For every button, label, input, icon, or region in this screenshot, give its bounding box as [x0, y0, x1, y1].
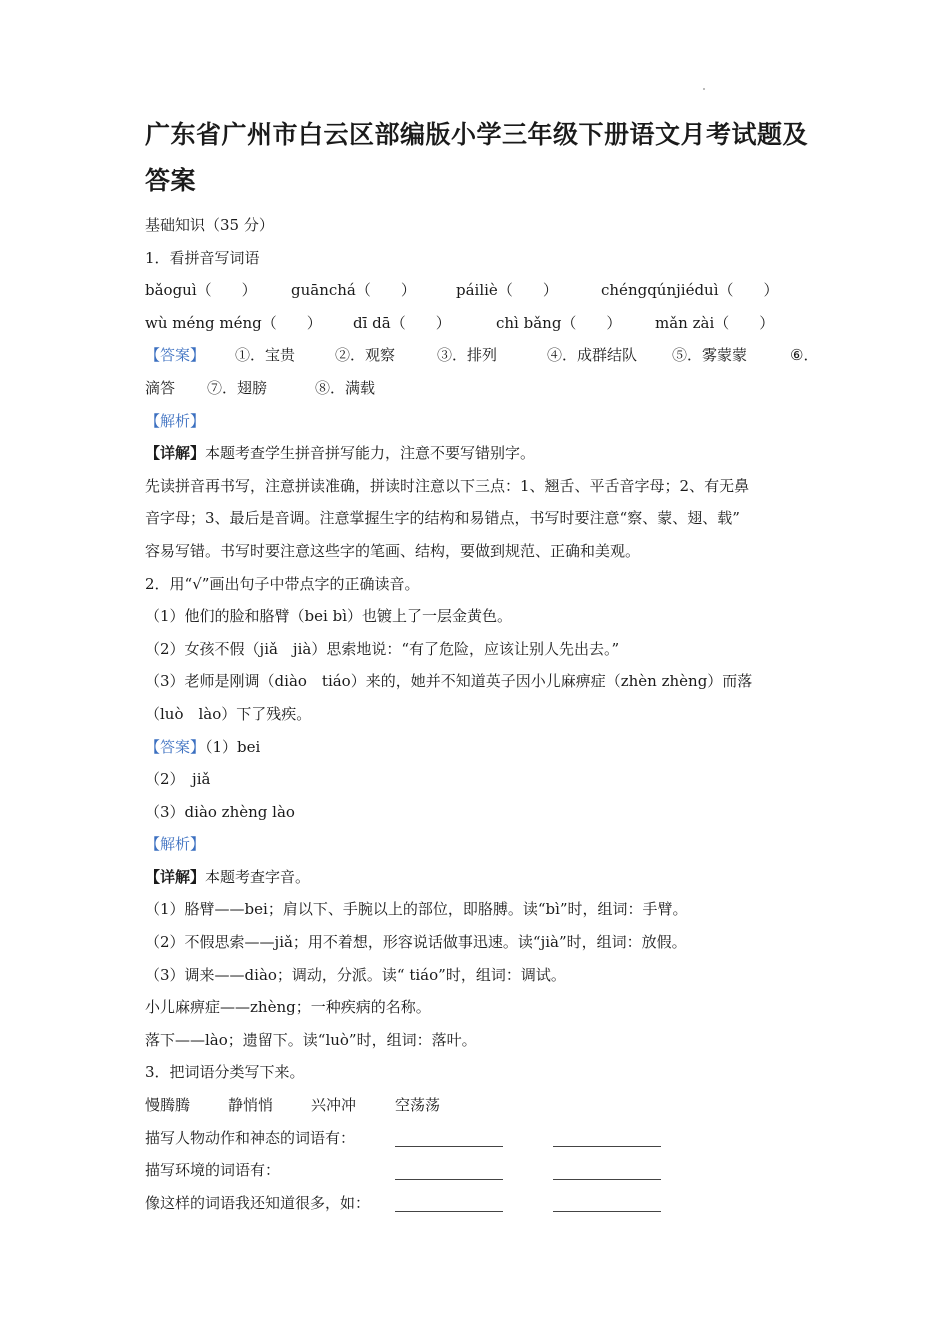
- q2-detail-line: 落下——lào；遗留下。读“luò”时，组词：落叶。: [145, 1030, 477, 1049]
- q2-sentence: （1）他们的脸和胳臂（bei bì）也镀上了一层金黄色。: [145, 607, 512, 626]
- document-title: 广东省广州市白云区部编版小学三年级下册语文月考试题及答案: [145, 120, 809, 195]
- pinyin-item: mǎn zài（ ）: [655, 313, 775, 332]
- q1-answer-line-1: [145, 339, 819, 372]
- answer-item: ⑤．雾蒙蒙: [672, 346, 748, 365]
- q1-answer-line-2: [145, 372, 810, 405]
- q1-analysis-tag: 【解析】: [145, 411, 206, 430]
- q2-answer-item: （3）diào zhèng lào: [145, 802, 295, 821]
- q1-explain-line: 音字母；3、最后是音调。注意掌握生字的结构和易错点，书写时要注意“察、蒙、翅、载”: [145, 509, 740, 528]
- pinyin-item: páiliè（ ）: [456, 281, 558, 300]
- answer-item: ④．成群结队: [547, 346, 638, 365]
- q2-analysis-tag: 【解析】: [145, 835, 206, 854]
- answer-item: ⑦．翅膀: [207, 378, 268, 397]
- q3-fill-line: [145, 1154, 810, 1187]
- section-heading: 基础知识（35 分）: [145, 216, 274, 234]
- q2-detail-line: 小儿麻痹症——zhèng；一种疾病的名称。: [145, 998, 431, 1017]
- answer-blank: [553, 1195, 661, 1212]
- q3-prompt: 3．把词语分类写下来。: [145, 1063, 305, 1082]
- pinyin-item: dī dā（ ）: [353, 313, 451, 332]
- answer-item: ②．观察: [335, 346, 396, 365]
- page-mark: [703, 88, 705, 90]
- detail-tag: 【详解】: [145, 444, 206, 463]
- q2-answer-item: （2） jiǎ: [145, 770, 211, 789]
- word-item: 兴冲冲: [311, 1096, 357, 1115]
- word-item: 空荡荡: [395, 1096, 441, 1115]
- pinyin-item: chéngqúnjiéduì（ ）: [601, 281, 779, 300]
- detail-text: 本题考查字音。: [205, 867, 311, 886]
- document-body: [145, 209, 819, 1219]
- answer-item: ⑧．满载: [315, 378, 376, 397]
- word-item: 慢腾腾: [145, 1096, 191, 1115]
- q1-pinyin-row-2: [145, 307, 810, 340]
- q2-detail-line: （2）不假思索——jiǎ；用不着想，形容说话做事迅速。读“jià”时，组词：放假。: [145, 933, 687, 952]
- answer-blank: [395, 1130, 503, 1147]
- answer-blank: [553, 1130, 661, 1147]
- q2-detail-line: （1）胳臂——bei；肩以下、手腕以上的部位，即胳膊。读“bì”时，组词：手臂。: [145, 900, 688, 919]
- detail-text: 本题考查学生拼音拼写能力，注意不要写错别字。: [205, 444, 536, 463]
- answer-item: 滴答: [145, 378, 176, 397]
- q3-word-list: [145, 1089, 810, 1122]
- answer-item: ⑥．: [790, 346, 819, 365]
- word-item: 静悄悄: [228, 1096, 274, 1115]
- q1-pinyin-row-1: [145, 274, 810, 307]
- answer-tag: 【答案】: [145, 346, 206, 365]
- q2-detail: [145, 861, 810, 894]
- fill-label: 描写人物动作和神态的词语有：: [145, 1128, 356, 1147]
- fill-label: 像这样的词语我还知道很多，如：: [145, 1193, 371, 1212]
- answer-blank: [395, 1163, 503, 1180]
- q3-fill-line: [145, 1122, 810, 1155]
- answer-item: ①．宝贵: [235, 346, 296, 365]
- q1-explain-line: 容易写错。书写时要注意这些字的笔画、结构，要做到规范、正确和美观。: [145, 541, 641, 560]
- q1-explain-line: 先读拼音再书写，注意拼读准确，拼读时注意以下三点：1、翘舌、平舌音字母；2、有无鼻: [145, 476, 750, 495]
- pinyin-item: chì bǎng（ ）: [496, 313, 622, 332]
- answer-item: ③．排列: [437, 346, 498, 365]
- q2-sentence: （2）女孩不假（jiǎ jià）思索地说：“有了危险，应该让别人先出去。”: [145, 639, 620, 658]
- answer-item: （1）bei: [205, 737, 261, 756]
- q2-answer: [145, 731, 810, 764]
- pinyin-item: bǎoguì（ ）: [145, 281, 257, 300]
- q2-detail-line: （3）调来——diào；调动，分派。读“ tiáo”时，组词：调试。: [145, 965, 566, 984]
- q2-sentence: （luò lào）下了残疾。: [145, 704, 312, 723]
- q2-prompt: 2．用“√”画出句子中带点字的正确读音。: [145, 574, 420, 593]
- q2-sentence: （3）老师是刚调（diào tiáo）来的，她并不知道英子因小儿麻痹症（zhèn zhèng）而落: [145, 672, 753, 691]
- pinyin-item: guānchá（ ）: [291, 281, 416, 300]
- answer-blank: [395, 1195, 503, 1212]
- pinyin-item: wù méng méng（ ）: [145, 313, 322, 332]
- q1-detail: [145, 437, 810, 470]
- answer-blank: [553, 1163, 661, 1180]
- detail-tag: 【详解】: [145, 867, 206, 886]
- fill-label: 描写环境的词语有：: [145, 1161, 281, 1180]
- q1-prompt: 1．看拼音写词语: [145, 248, 260, 267]
- answer-tag: 【答案】: [145, 737, 206, 756]
- q3-fill-line: [145, 1187, 810, 1220]
